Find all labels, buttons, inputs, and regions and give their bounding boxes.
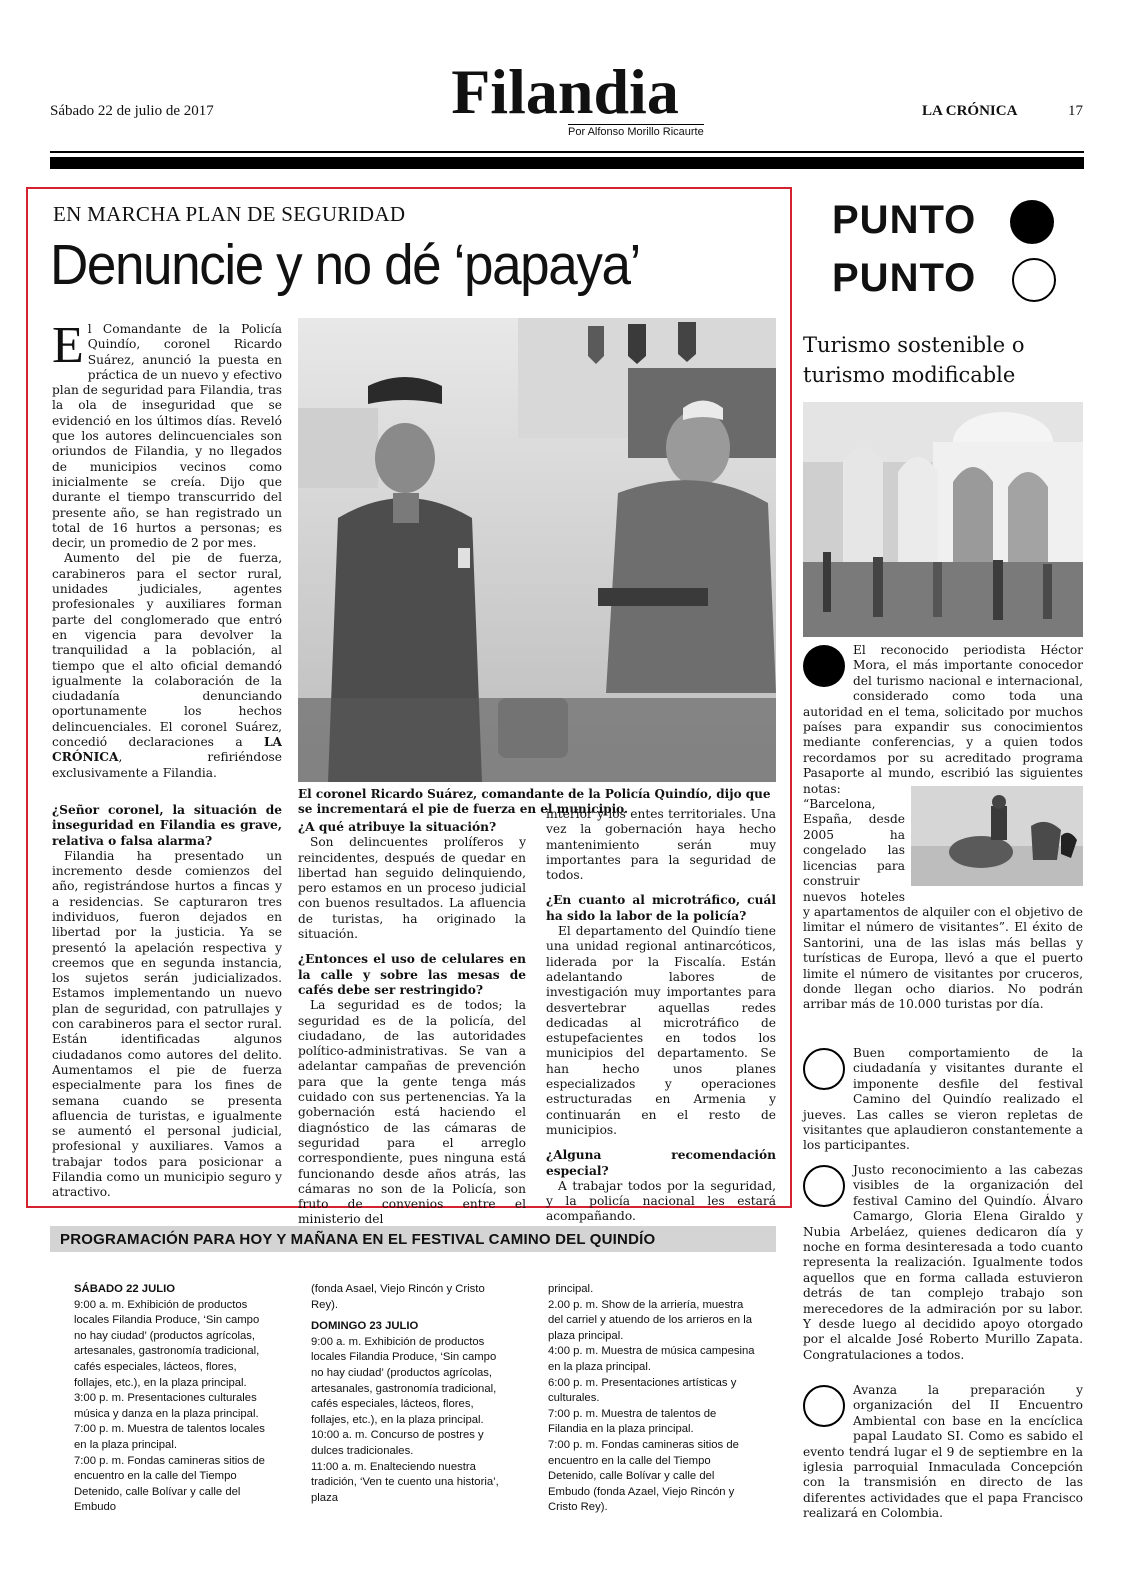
program-entry: 9:00 a. m. Exhibición de productos locales Filandia Produce, ‘Sin campo no hay ciudad’ (productos agrícolas, artesanales, gastronomía tradicional, cafés especiales, lácteos, flores, follajes, etc.), en la plaza principal.	[74, 1298, 260, 1389]
answer-3: La seguridad es de todos; la seguridad es de la policía, del ciudadano, de las autoridades político-administrativas. Se van a adelantar campañas de prevención para que la gente tenga más cuidado con sus pertenencias. Ya la gobernación está haciendo el diagnóstico de las cámaras de seguridad para el arreglo correspondiente, pues ninguna está funcionando desde años atrás, las cámaras no son de la Policía, son fruto de convenios entre el ministerio del	[298, 998, 526, 1227]
program-entry: 3:00 p. m. Presentaciones culturales música y danza en la plaza principal.	[74, 1392, 259, 1420]
punto-item-2: Buen comportamiento de la ciudadanía y visitantes durante el imponente desfile del festival Camino del Quindío realizado el jueves. Las calles se vieron repletas de visitantes que aplaudieron constantemente a los participantes.	[803, 1046, 1083, 1153]
punto-label-2: PUNTO	[832, 256, 977, 300]
answer-1: Filandia ha presentado un incremento desde comienzos del año, registrándose hurtos a fincas y a residencias. Se capturaron tres individuos, fueron dejados en libertad por la justicia. Ya se presentó la apelación respectiva y creemos que en segunda instancia, los sujetos serán judicializados. Estamos implementando un nuevo plan de seguridad, con patrullajes y con carabineros para el sector rural. Están identificadas algunos ciudadanos como autores del delito. Aumentamos el pie de fuerza especialmente para los fines de semana cuando se presenta afluencia de turistas, e igualmente se aumentó el personal judicial, profesional y auxiliares. Vamos a trabajar todos para posicionar a Filandia como un municipio seguro y atractivo.	[52, 848, 282, 1200]
program-entry: 11:00 a. m. Enalteciendo nuestra tradición, ‘Ven te cuento una historia’, plaza	[311, 1460, 499, 1504]
punto-item-1: El reconocido periodista Héctor Mora, el más importante conocedor del turismo nacional e internacional, considerado como toda una autoridad en el tema, solicitado por muchos países para expandir sus conocimientos mediante conferencias, y a quien todos recordamos por su acreditado programa Pasaporte al mundo, escribió las siguientes notas: “Barcelona, España, desde 2005 ha congelado las licencias para construir nuevos hoteles y apartamentos de alquiler con el objetivo de limitar el número de visitantes”. El éxito de Santorini, una de las islas más bellas y turísticas de Europa, llevó a que el puerto limite el número de visitantes por cruceros, donde llegan ocho diarios. No podrán arribar más de 10.000 turistas por día.	[803, 643, 1083, 1012]
header-rule-thick	[50, 157, 1084, 169]
section-title: Filandia	[451, 56, 679, 127]
dropcap: E	[52, 317, 84, 374]
white-dot-icon	[1012, 258, 1056, 302]
answer-5: A trabajar todos por la seguridad, y la policía nacional les estará acompañando.	[546, 1178, 776, 1224]
program-day-heading: DOMINGO 23 JULIO	[311, 1320, 419, 1333]
article-kicker: EN MARCHA PLAN DE SEGURIDAD	[53, 202, 406, 226]
article-headline: Denuncie y no dé ‘papaya’	[50, 233, 640, 297]
santorini-photo	[803, 402, 1083, 637]
program-column-1	[74, 1282, 274, 1516]
camel-photo	[911, 786, 1083, 886]
program-entry: 4:00 p. m. Muestra de música campesina en la plaza principal.	[548, 1345, 755, 1373]
program-entry: 7:00 p. m. Muestra de talentos locales en la plaza principal.	[74, 1423, 265, 1451]
program-entry: 9:00 a. m. Exhibición de productos locales Filandia Produce, ‘Sin campo no hay ciudad’ (productos agrícolas, artesanales, gastronomía tradicional, cafés especiales, lácteos, flores, follajes, etc.), en la plaza principal.	[311, 1335, 497, 1426]
issue-date: Sábado 22 de julio de 2017	[50, 103, 214, 119]
punto-item-4: Avanza la preparación y organización del II Encuentro Ambiental con base en la encíclica papal Laudato SI. Como es sabido el evento tendrá lugar el 9 de septiembre en la iglesia parroquial Inmaculada Concepción con la transmisión en directo de las diferentes actividades que el papa Francisco realizará en Colombia.	[803, 1383, 1083, 1521]
program-entry: (fonda Asael, Viejo Rincón y Cristo Rey).	[311, 1283, 485, 1311]
article-column-1	[52, 317, 282, 1201]
question-3: ¿Entonces el uso de celulares en la calle y sobre las mesas de cafés debe ser restringido?	[298, 952, 526, 997]
punto-label-1: PUNTO	[832, 198, 977, 242]
question-1: ¿Señor coronel, la situación de inseguridad en Filandia es grave, relativa o falsa alarma?	[52, 802, 282, 848]
answer-2: Son delincuentes prolíferos y reincidentes, después de quedar en libertad han seguido delinquiendo, pero estamos en un proceso judicial con buenos resultados. La afluencia de turistas, ha originado la situación.	[298, 835, 526, 942]
photo-illustration	[911, 786, 1083, 886]
program-entry: 10:00 a. m. Concurso de postres y dulces tradicionales.	[311, 1429, 484, 1457]
program-title: PROGRAMACIÓN PARA HOY Y MAÑANA EN EL FESTIVAL CAMINO DEL QUINDÍO	[60, 1231, 656, 1248]
punto-heading: Turismo sostenible o turismo modificable	[803, 333, 1025, 387]
question-2: ¿A qué atribuye la situación?	[298, 820, 497, 834]
header-rule-thin	[50, 151, 1084, 153]
program-entry: 6:00 p. m. Presentaciones artísticas y culturales.	[548, 1376, 737, 1405]
black-dot-icon	[1010, 200, 1054, 244]
question-4: ¿En cuanto al microtráfico, cuál ha sido la labor de la policía?	[546, 893, 776, 923]
program-column-3	[548, 1282, 758, 1516]
program-day-heading: SÁBADO 22 JULIO	[74, 1283, 176, 1295]
program-entry: 7:00 p. m. Fondas camineras sitios de encuentro en la calle del Tiempo Detenido, calle Bolívar y calle del Embudo (fonda Azael, Viejo Rincón y Cristo Rey).	[548, 1438, 739, 1514]
white-bullet-icon	[803, 1165, 845, 1207]
photo-caption: El coronel Ricardo Suárez, comandante de la Policía Quindío, dijo que se incrementará el pie de fuerza en el municipio.	[298, 787, 771, 816]
page-number: 17	[1068, 103, 1083, 119]
article-column-2	[298, 820, 526, 1228]
article-column-3	[546, 807, 776, 1225]
section-byline: Por Alfonso Morillo Ricaurte	[568, 126, 704, 138]
newspaper-name: LA CRÓNICA	[922, 103, 1018, 119]
photo-illustration	[803, 402, 1083, 637]
article-lead: El Comandante de la Policía Quindío, coronel Ricardo Suárez, anunció la puesta en práctica de un nuevo y efectivo plan de seguridad para Filandia, tras la ola de inseguridad que se evidenció en los últimos días. Reveló que los autores delincuenciales son oriundos de Filandia, y no llegados de municipios vecinos como inicialmente se creía. Dijo que durante el tiempo transcurrido del presente año, se han registrado un total de 16 hurtos a personas; es decir, un promedio de 2 por mes.	[52, 317, 282, 551]
photo-illustration	[298, 318, 776, 782]
program-entry: 7:00 p. m. Fondas camineras sitios de encuentro en la calle del Tiempo Detenido, calle Bolívar y calle del Embudo	[74, 1454, 265, 1514]
punto-item-3: Justo reconocimiento a las cabezas visibles de la organización del festival Camino del Quindío. Álvaro Camargo, Gloria Elena Giraldo y Nubia Arbeláez, quienes dedicaron día y noche en forma desinteresada a todo cuanto representa la realización. Igualmente todos aquellos que en forma callada estuvieron detrás de tan complejo trabajo son merecedores de la admiración por su labor. Y desde luego al decidido apoyo otorgado por el alcalde José Roberto Murillo Zapata. Congratulaciones a todos.	[803, 1163, 1083, 1362]
white-bullet-icon	[803, 1048, 845, 1090]
program-entry: principal.	[548, 1283, 594, 1295]
program-column-2	[311, 1282, 511, 1506]
white-bullet-icon	[803, 1385, 845, 1427]
answer-3-continued: interior y los entes territoriales. Una vez la gobernación haya hecho mantenimiento serán muy importantes para la seguridad de todos.	[546, 807, 776, 883]
black-bullet-icon	[803, 645, 845, 687]
article-paragraph-2: Aumento del pie de fuerza, carabineros para el sector rural, unidades judiciales, agentes profesionales y auxiliares forman parte del conglomerado que entró en vigencia para devolver la tranquilidad a la población, al tiempo que el alto oficial demandó igualmente la colaboración de la ciudadanía denunciando oportunamente los hechos delincuenciales. El coronel Suárez, concedió declaraciones a LA CRÓNICA, refiriéndose exclusivamente a Filandia.	[52, 551, 282, 780]
answer-4: El departamento del Quindío tiene una unidad regional antinarcóticos, liderada por la Fiscalía. Están adelantando labores de investigación muy importantes para desvertebrar aquellas redes dedicadas al microtráfico de estupefacientes en todos los municipios del departamento. Se han hecho unos planes especializados y operaciones estructuradas en Armenia y continuarán en el resto de municipios.	[546, 924, 776, 1137]
program-entry: 7:00 p. m. Muestra de talentos de Filandia en la plaza principal.	[548, 1407, 717, 1436]
program-entry: 2.00 p. m. Show de la arriería, muestra del carriel y atuendo de los arrieros en la plaza principal.	[548, 1298, 753, 1342]
coronel-interview-photo	[298, 318, 776, 782]
question-5: ¿Alguna recomendación especial?	[546, 1148, 776, 1178]
